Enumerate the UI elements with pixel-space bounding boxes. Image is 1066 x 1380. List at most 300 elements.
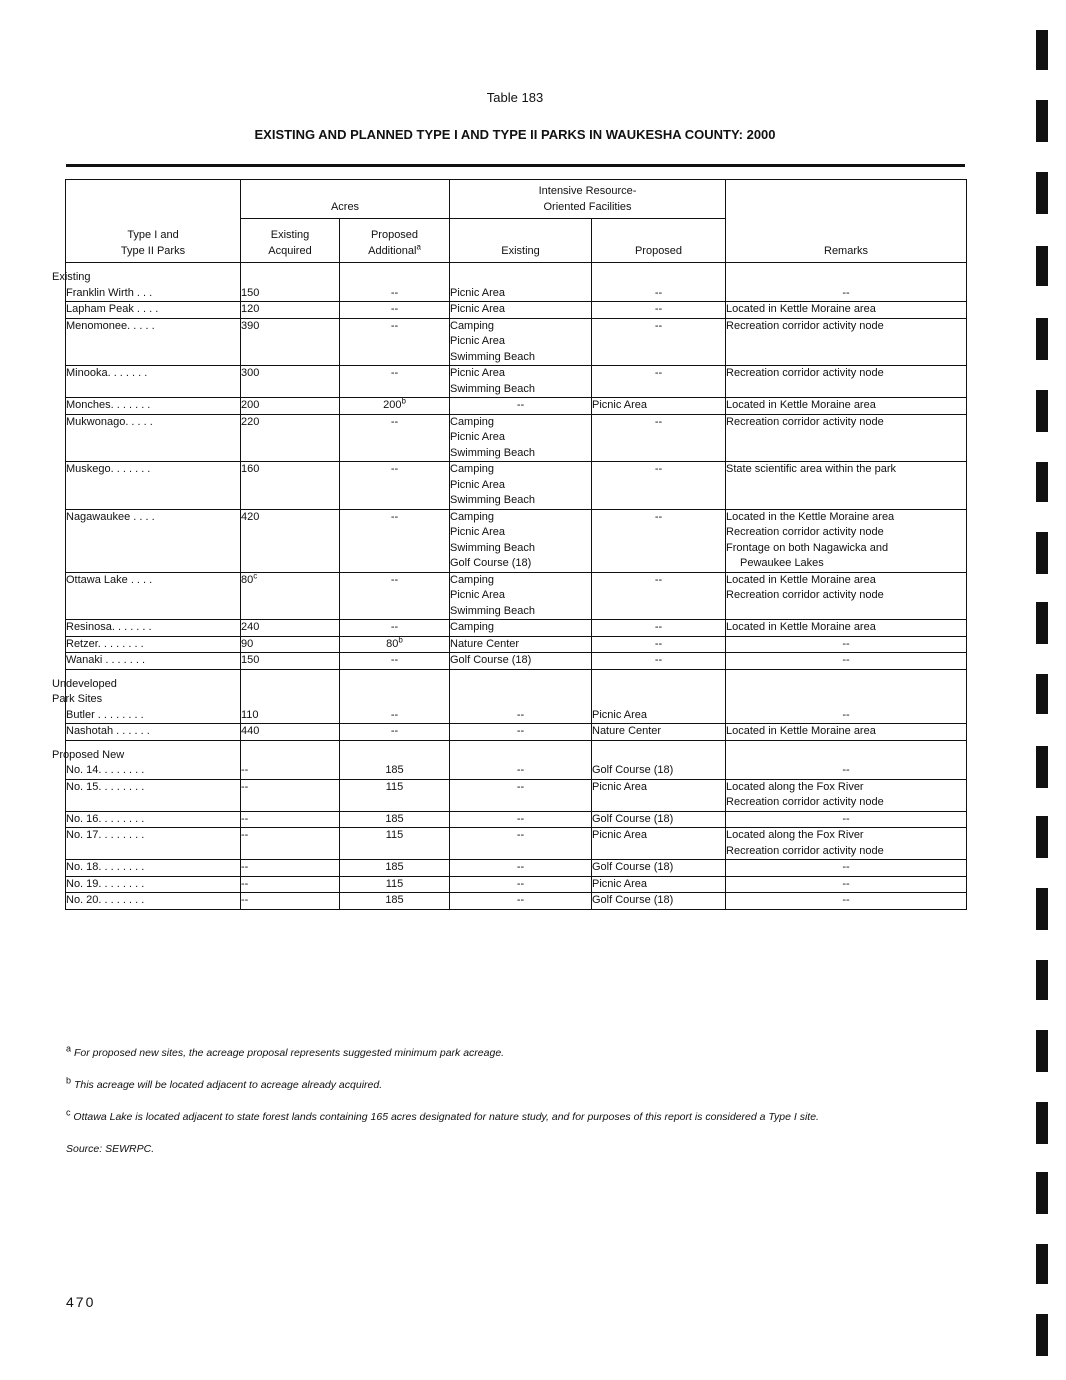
- facilities-proposed-cell: [592, 876, 726, 893]
- cell-line: Recreation corridor activity node: [726, 796, 884, 808]
- cell-line: [241, 366, 339, 382]
- cell-line: State scientific area within the park: [726, 463, 896, 475]
- facilities-existing-cell: [450, 860, 592, 877]
- park-name-cell: [66, 620, 241, 637]
- remarks-cell: [726, 653, 967, 670]
- cell-line: Wanaki . . . . . . .: [66, 654, 146, 666]
- cell-line: [340, 812, 449, 828]
- facilities-existing-cell: [450, 876, 592, 893]
- acres-additional-cell: [340, 779, 450, 811]
- remarks-cell: [726, 876, 967, 893]
- park-name-cell: [66, 724, 241, 741]
- facilities-existing-cell: [450, 302, 592, 319]
- cell-line: --: [842, 286, 850, 299]
- cell-value: 115: [385, 877, 404, 890]
- remarks-cell: [726, 724, 967, 741]
- facilities-existing-cell: [450, 811, 592, 828]
- acres-additional-cell: [340, 263, 450, 302]
- facilities-proposed-cell: [592, 636, 726, 653]
- park-name-cell: [66, 636, 241, 653]
- table-row: [66, 462, 967, 510]
- facilities-existing-cell: [450, 414, 592, 462]
- cell-line: [340, 877, 449, 893]
- table-row: [66, 860, 967, 877]
- remarks-cell: [726, 636, 967, 653]
- cell-line: [592, 677, 725, 693]
- cell-line: Butler . . . . . . . .: [66, 708, 144, 721]
- park-name-cell: [66, 398, 241, 415]
- table-row: [66, 398, 967, 415]
- acres-acquired-cell: [241, 636, 340, 653]
- header-facilities-proposed: Proposed: [592, 219, 726, 263]
- cell-line: Picnic Area: [450, 303, 506, 315]
- cell-line: --: [842, 637, 850, 650]
- cell-line: --: [516, 829, 525, 841]
- cell-line: [241, 570, 339, 589]
- cell-line: --: [516, 780, 525, 793]
- cell-line: Nagawaukee . . . .: [66, 510, 155, 523]
- remarks-cell: [726, 509, 967, 572]
- cell-line: No. 20. . . . . . . .: [66, 894, 145, 906]
- cell-line: Golf Course (18): [592, 812, 674, 825]
- remarks-cell: [726, 302, 967, 319]
- cell-line: [450, 748, 591, 764]
- cell-value: --: [241, 894, 249, 906]
- acres-additional-cell: [340, 398, 450, 415]
- cell-line: Franklin Wirth . . .: [66, 286, 153, 299]
- cell-line: --: [654, 303, 663, 315]
- cell-line: Located along the Fox River: [726, 829, 864, 841]
- cell-line: --: [654, 415, 663, 428]
- acres-acquired-cell: [241, 462, 340, 510]
- cell-line: Menomonee. . . . .: [66, 319, 155, 332]
- cell-line: Recreation corridor activity node: [726, 844, 884, 857]
- cell-line: [241, 510, 339, 526]
- section-label: Park Sites: [52, 693, 103, 705]
- cell-value: 220: [241, 415, 260, 428]
- section-label: Proposed New: [52, 748, 125, 761]
- cell-line: [592, 692, 725, 708]
- cell-line: [450, 692, 591, 708]
- cell-line: [592, 270, 725, 286]
- cell-line: Recreation corridor activity node: [726, 319, 884, 332]
- cell-value: --: [390, 510, 399, 523]
- park-name-cell: [66, 414, 241, 462]
- cell-line: [241, 637, 339, 653]
- remarks-cell: [726, 263, 967, 302]
- cell-line: Picnic Area: [592, 708, 648, 721]
- cell-line: --: [516, 877, 525, 890]
- cell-value: 115: [385, 780, 404, 793]
- cell-line: Located along the Fox River: [726, 780, 864, 793]
- facilities-existing-cell: [450, 509, 592, 572]
- acres-acquired-cell: [241, 263, 340, 302]
- table-row: [66, 779, 967, 811]
- facilities-existing-cell: [450, 740, 592, 779]
- cell-line: [340, 780, 449, 796]
- header-remarks: Remarks: [726, 180, 967, 263]
- cell-line: Located in Kettle Moraine area: [726, 621, 876, 633]
- acres-acquired-cell: [241, 414, 340, 462]
- acres-acquired-cell: [241, 398, 340, 415]
- cell-line: [241, 748, 339, 764]
- facilities-proposed-cell: [592, 366, 726, 398]
- table-row: [66, 893, 967, 910]
- acres-additional-cell: [340, 620, 450, 637]
- cell-line: Located in Kettle Moraine area: [726, 399, 876, 411]
- cell-line: [241, 828, 339, 844]
- park-name-cell: [66, 572, 241, 620]
- cell-line: [340, 366, 449, 382]
- remarks-cell: [726, 398, 967, 415]
- header-proposed-additional: Proposed Additional$^a$: [340, 219, 450, 263]
- cell-line: [241, 319, 339, 335]
- facilities-existing-cell: [450, 636, 592, 653]
- cell-line: Recreation corridor activity node: [726, 589, 884, 601]
- park-name-cell: [52, 740, 241, 779]
- facilities-existing-cell: [450, 572, 592, 620]
- cell-line: [340, 748, 449, 764]
- cell-line: [340, 724, 449, 740]
- park-name-cell: [66, 462, 241, 510]
- page-number: 470: [66, 1294, 96, 1310]
- remarks-cell: [726, 779, 967, 811]
- cell-line: Picnic Area: [592, 877, 648, 890]
- park-name-cell: [66, 653, 241, 670]
- cell-line: [592, 748, 725, 764]
- cell-line: [340, 302, 449, 318]
- header-facilities-existing: Existing: [450, 219, 592, 263]
- cell-line: --: [516, 894, 525, 906]
- cell-value: --: [390, 286, 399, 299]
- table-row: [66, 572, 967, 620]
- cell-line: [726, 692, 966, 708]
- acres-acquired-cell: [241, 811, 340, 828]
- remarks-cell: [726, 572, 967, 620]
- facilities-existing-cell: [450, 263, 592, 302]
- cell-line: [340, 510, 449, 526]
- cell-line: Picnic Area: [592, 399, 648, 411]
- cell-line: --: [654, 654, 663, 666]
- acres-additional-cell: [340, 669, 450, 724]
- cell-line: No. 18. . . . . . . .: [66, 861, 145, 873]
- cell-line: Swimming Beach: [450, 541, 535, 554]
- cell-value: --: [390, 303, 399, 315]
- acres-additional-cell: [340, 828, 450, 860]
- facilities-existing-cell: [450, 366, 592, 398]
- cell-line: [726, 677, 966, 693]
- cell-value: --: [241, 764, 249, 776]
- cell-line: [340, 893, 449, 909]
- acres-additional-cell: [340, 414, 450, 462]
- cell-line: Golf Course (18): [450, 557, 532, 569]
- cell-value: 160: [241, 463, 260, 475]
- cell-line: --: [516, 399, 525, 411]
- cell-line: Ottawa Lake . . . .: [66, 573, 153, 586]
- table-row: [66, 811, 967, 828]
- cell-line: --: [516, 812, 525, 825]
- cell-line: Retzer. . . . . . . .: [66, 637, 144, 650]
- facilities-existing-cell: [450, 653, 592, 670]
- cell-line: --: [516, 764, 525, 776]
- cell-line: Lapham Peak . . . .: [66, 303, 159, 315]
- park-name-cell: [66, 828, 241, 860]
- cell-line: Nature Center: [592, 725, 662, 737]
- cell-line: [241, 677, 339, 693]
- cell-line: [340, 573, 449, 589]
- cell-value: 80: [241, 573, 254, 586]
- park-name-cell: [66, 860, 241, 877]
- acres-acquired-cell: [241, 860, 340, 877]
- acres-additional-cell: [340, 366, 450, 398]
- header-existing-acquired: Existing Acquired: [241, 219, 340, 263]
- top-rule: [66, 164, 965, 167]
- cell-value: --: [241, 829, 249, 841]
- cell-line: --: [842, 654, 850, 666]
- remarks-cell: [726, 893, 967, 910]
- acres-acquired-cell: [241, 893, 340, 910]
- cell-line: [340, 692, 449, 708]
- cell-value: --: [390, 319, 399, 332]
- park-name-cell: [52, 263, 241, 302]
- cell-value: --: [241, 780, 249, 793]
- facilities-proposed-cell: [592, 653, 726, 670]
- acres-acquired-cell: [241, 572, 340, 620]
- cell-value: 240: [241, 621, 260, 633]
- cell-value: 115: [385, 829, 404, 841]
- facilities-proposed-cell: [592, 811, 726, 828]
- header-acres-group: Acres: [241, 180, 450, 219]
- source-note: Source: SEWRPC.: [66, 1143, 155, 1155]
- cell-line: [340, 319, 449, 335]
- cell-line: [241, 270, 339, 286]
- acres-additional-cell: [340, 724, 450, 741]
- acres-additional-cell: [340, 318, 450, 366]
- cell-value: 440: [241, 725, 260, 737]
- cell-line: Mukwonago. . . . .: [66, 415, 153, 428]
- cell-line: Located in Kettle Moraine area: [726, 573, 876, 586]
- acres-additional-cell: [340, 302, 450, 319]
- remarks-cell: [726, 669, 967, 724]
- facilities-proposed-cell: [592, 860, 726, 877]
- acres-acquired-cell: [241, 318, 340, 366]
- facilities-existing-cell: [450, 893, 592, 910]
- remarks-cell: [726, 462, 967, 510]
- facilities-existing-cell: [450, 318, 592, 366]
- cell-line: --: [516, 725, 525, 737]
- cell-line: [241, 398, 339, 414]
- cell-line: [726, 270, 966, 286]
- table-row: [66, 302, 967, 319]
- facilities-proposed-cell: [592, 263, 726, 302]
- facilities-proposed-cell: [592, 724, 726, 741]
- table-row: [66, 509, 967, 572]
- cell-line: Camping: [450, 319, 495, 332]
- cell-value: --: [390, 621, 399, 633]
- facilities-proposed-cell: [592, 893, 726, 910]
- remarks-cell: [726, 811, 967, 828]
- facilities-existing-cell: [450, 779, 592, 811]
- acres-acquired-cell: [241, 620, 340, 637]
- cell-line: --: [842, 764, 850, 776]
- acres-acquired-cell: [241, 779, 340, 811]
- cell-line: Resinosa. . . . . . .: [66, 621, 152, 633]
- cell-line: Swimming Beach: [450, 382, 535, 395]
- cell-line: --: [654, 463, 663, 475]
- cell-line: [340, 763, 449, 779]
- cell-value: 110: [241, 708, 259, 721]
- cell-value: --: [241, 861, 249, 873]
- cell-value: 200: [383, 399, 402, 411]
- cell-value: 185: [385, 894, 404, 906]
- park-name-cell: [66, 366, 241, 398]
- cell-value: 185: [385, 812, 404, 825]
- park-name-cell: [66, 509, 241, 572]
- cell-line: [340, 286, 449, 302]
- acres-additional-cell: [340, 860, 450, 877]
- cell-value: 80: [386, 637, 399, 650]
- cell-line: [726, 748, 966, 764]
- acres-additional-cell: [340, 509, 450, 572]
- acres-acquired-cell: [241, 653, 340, 670]
- acres-additional-cell: [340, 876, 450, 893]
- facilities-proposed-cell: [592, 740, 726, 779]
- cell-value: 420: [241, 510, 260, 523]
- cell-line: [340, 677, 449, 693]
- cell-line: Pewaukee Lakes: [740, 557, 824, 569]
- cell-line: Located in Kettle Moraine area: [726, 303, 876, 315]
- facilities-existing-cell: [450, 828, 592, 860]
- cell-line: Picnic Area: [450, 431, 506, 443]
- footnote-ref: b: [401, 396, 406, 406]
- cell-line: Picnic Area: [592, 829, 648, 841]
- facilities-existing-cell: [450, 669, 592, 724]
- table-row: [66, 263, 967, 302]
- table-row: [66, 366, 967, 398]
- facilities-proposed-cell: [592, 509, 726, 572]
- cell-line: Recreation corridor activity node: [726, 367, 884, 379]
- table-row: [66, 414, 967, 462]
- cell-line: [241, 812, 339, 828]
- facilities-existing-cell: [450, 620, 592, 637]
- park-name-cell: [66, 811, 241, 828]
- cell-line: Camping: [450, 463, 495, 475]
- cell-line: --: [842, 708, 850, 721]
- cell-line: [340, 653, 449, 669]
- remarks-cell: [726, 860, 967, 877]
- cell-line: --: [842, 861, 850, 873]
- cell-line: Picnic Area: [450, 478, 506, 491]
- footnote-ref: b: [398, 634, 403, 644]
- facilities-existing-cell: [450, 398, 592, 415]
- cell-value: 200: [241, 399, 260, 411]
- facilities-existing-cell: [450, 462, 592, 510]
- acres-acquired-cell: [241, 724, 340, 741]
- cell-line: Nature Center: [450, 637, 520, 650]
- park-name-cell: [66, 876, 241, 893]
- cell-line: --: [654, 286, 663, 299]
- cell-line: [241, 763, 339, 779]
- cell-line: [340, 708, 449, 724]
- footnote-b: $^b$ This acreage will be located adjacent to acreage already acquired.: [66, 1075, 383, 1091]
- cell-line: Camping: [450, 510, 495, 523]
- table-body: [52, 263, 967, 910]
- table-row: [66, 318, 967, 366]
- cell-line: --: [654, 637, 663, 650]
- cell-line: [241, 415, 339, 431]
- acres-acquired-cell: [241, 366, 340, 398]
- cell-line: [241, 620, 339, 636]
- remarks-cell: [726, 414, 967, 462]
- cell-value: 150: [241, 286, 260, 299]
- cell-line: Swimming Beach: [450, 494, 535, 506]
- cell-line: Swimming Beach: [450, 350, 535, 363]
- cell-value: --: [390, 573, 399, 586]
- cell-line: No. 17. . . . . . . .: [66, 829, 145, 841]
- cell-line: Muskego. . . . . . .: [66, 463, 151, 475]
- cell-value: --: [390, 367, 399, 379]
- cell-line: [241, 780, 339, 796]
- cell-line: Picnic Area: [450, 589, 506, 601]
- table-row: [66, 653, 967, 670]
- cell-line: [241, 462, 339, 478]
- margin-register-marks: [1036, 0, 1048, 1380]
- cell-line: [241, 893, 339, 909]
- park-name-cell: [66, 779, 241, 811]
- cell-line: Nashotah . . . . . .: [66, 725, 150, 737]
- cell-line: --: [516, 708, 525, 721]
- cell-line: Located in Kettle Moraine area: [726, 725, 876, 737]
- section-label: Undeveloped: [52, 677, 117, 690]
- cell-line: --: [516, 861, 525, 873]
- cell-line: [340, 634, 449, 653]
- cell-line: Picnic Area: [450, 286, 506, 299]
- facilities-proposed-cell: [592, 462, 726, 510]
- header-park-column: Type I and Type II Parks: [66, 180, 241, 263]
- facilities-proposed-cell: [592, 318, 726, 366]
- facilities-proposed-cell: [592, 779, 726, 811]
- cell-line: Camping: [450, 621, 495, 633]
- cell-line: Monches. . . . . . .: [66, 399, 151, 411]
- cell-line: Swimming Beach: [450, 604, 535, 617]
- table-row: [66, 828, 967, 860]
- cell-line: --: [654, 573, 663, 586]
- cell-value: 90: [241, 637, 254, 650]
- table-row: [66, 636, 967, 653]
- cell-line: No. 16. . . . . . . .: [66, 812, 145, 825]
- park-name-cell: [52, 669, 241, 724]
- cell-line: --: [842, 812, 850, 825]
- cell-line: [241, 860, 339, 876]
- acres-acquired-cell: [241, 828, 340, 860]
- cell-line: Picnic Area: [450, 367, 506, 379]
- cell-line: [241, 692, 339, 708]
- facilities-existing-cell: [450, 724, 592, 741]
- remarks-cell: [726, 318, 967, 366]
- footnote-a: $^a$ For proposed new sites, the acreage proposal represents suggested minimum park acreage.: [66, 1043, 505, 1059]
- cell-line: --: [654, 621, 663, 633]
- cell-value: --: [390, 463, 399, 475]
- park-name-cell: [66, 302, 241, 319]
- cell-line: [450, 270, 591, 286]
- cell-line: --: [842, 894, 850, 906]
- table-row: [66, 669, 967, 724]
- cell-value: 300: [241, 367, 260, 379]
- cell-line: [340, 620, 449, 636]
- cell-line: Recreation corridor activity node: [726, 526, 884, 538]
- facilities-proposed-cell: [592, 669, 726, 724]
- acres-additional-cell: [340, 893, 450, 910]
